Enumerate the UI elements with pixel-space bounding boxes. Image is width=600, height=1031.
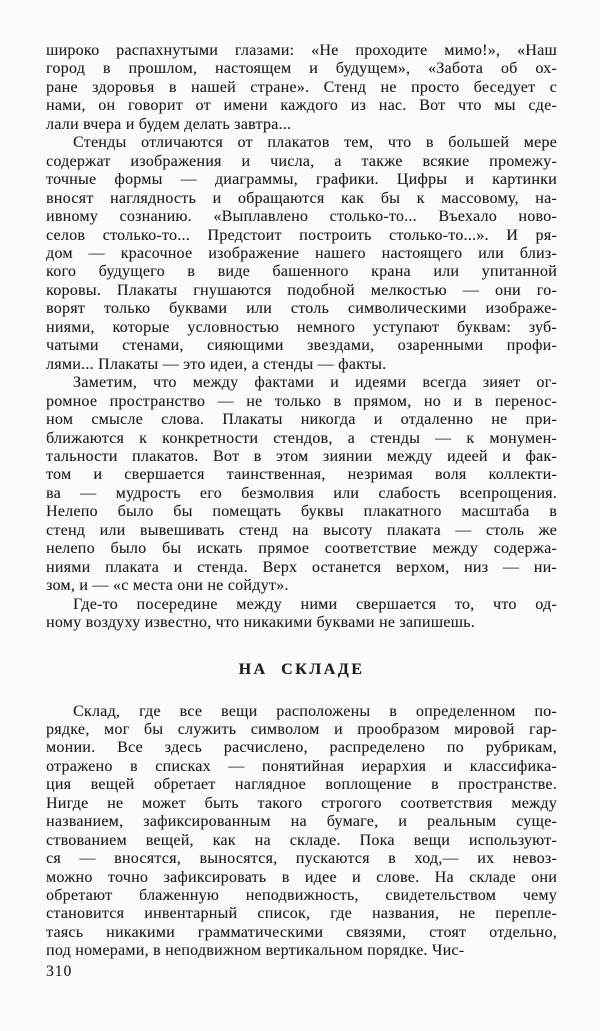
paragraph	[46, 596, 557, 633]
text-line: ближаются к конкретности стендов, а стенды — к монумен-	[46, 429, 557, 447]
text-line: стенд или вывешивать стенд на высоту плаката — столь же	[46, 521, 557, 539]
paragraph	[46, 134, 557, 374]
paragraph	[46, 374, 557, 595]
text-line: ниями плаката и стенда. Верх останется верхом, низ — ни-	[46, 558, 557, 576]
text-line: ция вещей обретает наглядное воплощение в пространстве.	[46, 776, 557, 794]
text-line: нами, он говорит от имени каждого из нас. Вот что мы сде-	[46, 97, 557, 115]
text-line: лями... Плакаты — это идеи, а стенды — факты.	[46, 355, 387, 373]
paragraph	[46, 42, 557, 134]
text-line: город в прошлом, настоящем и будущем», «Забота об ох-	[46, 60, 557, 78]
text-line: ва — мудрость его безмолвия или слабость всепрощения.	[46, 484, 557, 502]
text-line: селов столько-то... Предстоит построить столько-то...». И ря-	[46, 226, 557, 244]
text-line: точные формы — диаграммы, графики. Цифры и картинки	[46, 171, 557, 189]
text-line: названием, зафиксированным на бумаге, и реальным суще-	[46, 813, 557, 831]
text-line: становится инвентарный список, где названия, не перепле-	[46, 905, 557, 923]
text-line: том и свершается таинственная, незримая воля коллекти-	[46, 466, 557, 484]
text-line: зом, и — «с места они не сойдут».	[46, 577, 289, 595]
text-line: ромное пространство — не только в прямом, но и в перенос-	[46, 392, 557, 410]
text-line: Стенды отличаются от плакатов тем, что в большей мере	[73, 134, 557, 152]
paragraph	[46, 703, 557, 961]
text-line: ниями, которые условностью немного уступают буквам: зуб-	[46, 318, 557, 336]
text-line: вносят наглядность и обращаются как бы к массовому, на-	[46, 189, 557, 207]
text-line: кого будущего в виде башенного крана или упитанной	[46, 263, 557, 281]
text-line: чатыми стенами, сияющими звездами, озаренными профи-	[46, 337, 557, 355]
text-line: Склад, где все вещи расположены в определенном по-	[73, 702, 557, 720]
text-line: Нелепо было бы помещать буквы плакатного масштаба в	[46, 503, 557, 521]
text-block	[46, 42, 557, 961]
text-line: ивному сознанию. «Выплавлено столько-то... Въехало ново-	[46, 208, 557, 226]
text-line: рядке, мог бы служить символом и прообразом мировой гар-	[46, 720, 557, 738]
text-line: коровы. Плакаты гнушаются подобной мелкостью — они го-	[46, 281, 557, 299]
text-line: Нигде не может быть такого строгого соответствия между	[46, 794, 557, 812]
text-line: ране здоровья в нашей стране». Стенд не просто беседует с	[46, 78, 557, 96]
text-line: тальности плакатов. Вот в этом зиянии между идеей и фак-	[46, 447, 557, 465]
text-line: дом — красочное изображение нашего настоящего или близ-	[46, 244, 557, 262]
text-line: монии. Все здесь расчислено, распределено по рубрикам,	[46, 739, 557, 757]
text-line: нелепо было бы искать прямое соответствие между содержа-	[46, 540, 557, 558]
text-line: содержат изображения и числа, а также всякие промежу-	[46, 152, 557, 170]
text-line: под номерами, в неподвижном вертикальном порядке. Чис-	[46, 942, 465, 960]
section-heading: НА СКЛАДЕ	[238, 660, 365, 678]
text-line: отражено в списках — понятийная иерархия и классифика-	[46, 757, 557, 775]
text-line: лали вчера и будем делать завтра...	[46, 115, 292, 133]
text-line: ствованием вещей, как на складе. Пока вещи используют-	[46, 831, 557, 849]
text-line: можно точно зафиксировать в идее и слове. На складе они	[46, 868, 557, 886]
text-line: ному воздуху известно, что никакими буквами не запишешь.	[46, 614, 475, 632]
text-line: ном смысле слова. Плакаты никогда и отдаленно не при-	[46, 411, 557, 429]
text-line: Где-то посередине между ними свершается то, что од-	[73, 595, 557, 613]
page-number: 310	[46, 963, 73, 980]
text-line: ворят только буквами или столь символическими изображе-	[46, 300, 557, 318]
text-line: широко распахнутыми глазами: «Не проходите мимо!», «Наш	[46, 42, 557, 59]
text-line: обретают блаженную неподвижность, свидетельством чему	[46, 887, 557, 905]
text-line: Заметим, что между фактами и идеями всегда зияет ог-	[73, 374, 557, 392]
text-line: таясь никакими грамматическими связями, стоят отдельно,	[46, 923, 557, 941]
text-line: ся — вносятся, выносятся, пускаются в ход,— их невоз-	[46, 850, 557, 868]
